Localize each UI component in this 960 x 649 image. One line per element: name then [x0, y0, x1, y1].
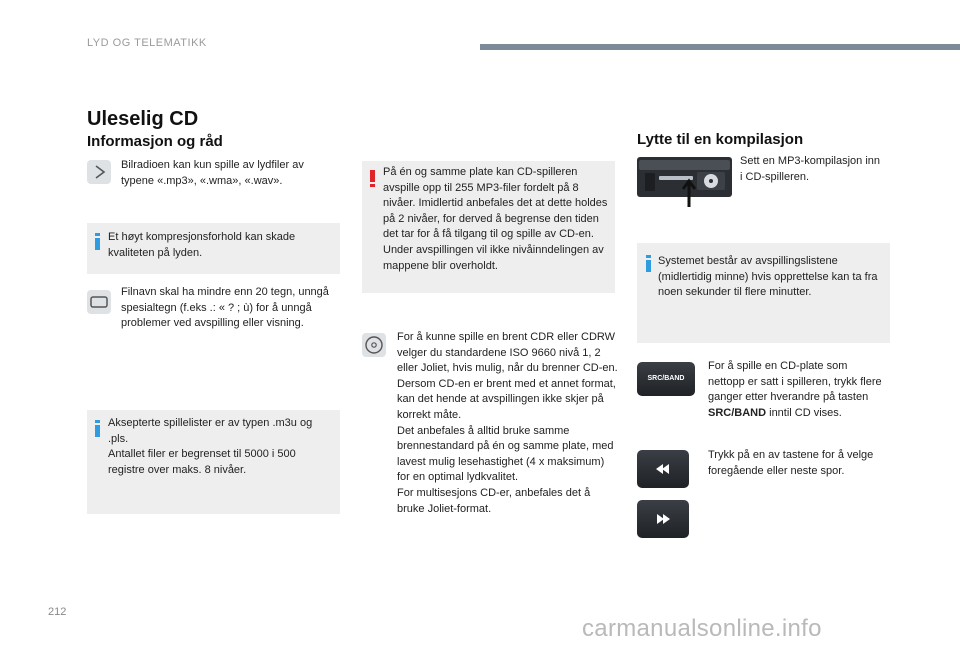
info-icon — [95, 233, 100, 250]
cd-format-p1: For å kunne spille en brent CDR eller CDRW velger du standardene ISO 9660 nivå 1, 2 eller Joliet, hvis mulig, når du brenner CD-en. — [397, 331, 618, 375]
warning-line-1: På én og samme plate kan CD-spilleren avspille opp til 255 MP3-filer fordelt på 8 nivåer. Imidlertid anbefales det at dette holdes på 2 nivåer, for derved å begrense den tiden det tar for å få tilgang til og spille av CD-en. — [383, 166, 608, 241]
src-text-pre: For å spille en CD-plate som nettopp er satt i spilleren, trykk flere ganger etter hverandre på tasten — [708, 360, 882, 404]
src-key-label: SRC/BAND — [708, 406, 767, 419]
info-box-compression — [87, 223, 340, 274]
display-icon — [87, 290, 111, 314]
warning-box — [362, 161, 615, 293]
info-icon — [95, 420, 100, 437]
info-box-system — [637, 243, 890, 343]
header-bar — [480, 44, 960, 50]
warning-line-2: Under avspillingen vil ikke nivåinndelingen av mappene blir overholdt. — [383, 243, 604, 272]
nav-text: Trykk på en av tastene for å velge foregående eller neste spor. — [708, 449, 874, 477]
cd-format-p2: Dersom CD-en er brent med et annet format, kan det hende at avspillingen ikke skjer på korrekt måte. — [397, 377, 616, 421]
cd-player-image — [637, 157, 732, 209]
src-band-button: SRC/BAND — [637, 362, 695, 396]
cd-format-text — [397, 330, 619, 517]
src-text-post: inntil CD vises. — [766, 406, 842, 419]
disc-icon — [362, 333, 386, 357]
next-track-button — [637, 500, 689, 538]
info-playlists-line-1: Aksepterte spillelister er av typen .m3u og .pls. — [108, 417, 313, 445]
play-text: Bilradioen kan kun spille av lydfiler av typene «.mp3», «.wma», «.wav». — [121, 159, 304, 187]
info-system-text: Systemet består av avspillingslistene (midlertidig minne) hvis opprettelse kan ta fra noen sekunder til flere minutter. — [658, 255, 878, 299]
warning-icon — [370, 170, 375, 187]
page-number: 212 — [48, 606, 67, 618]
info-box-playlists — [87, 410, 340, 514]
info-compression-text: Et høyt kompresjonsforhold kan skade kvaliteten på lyden. — [108, 231, 296, 259]
section-header: LYD OG TELEMATIKK — [87, 37, 207, 49]
filename-text: Filnavn skal ha mindre enn 20 tegn, unngå spesialtegn (f.eks .: « ? ; ù) for å unngå problemer ved avspilling eller visning. — [121, 286, 329, 330]
watermark: carmanualsonline.info — [582, 615, 822, 642]
right-heading: Lytte til en kompilasjon — [637, 131, 804, 148]
left-heading: Informasjon og råd — [87, 133, 223, 150]
warning-text — [383, 165, 611, 274]
cd-format-p4: For multisesjons CD-er, anbefales det å bruke Joliet-format. — [397, 486, 591, 515]
rewind-icon — [637, 450, 689, 488]
page-title: Uleselig CD — [87, 108, 199, 130]
info-playlists-line-2: Antallet filer er begrenset til 5000 i 500 registre over maks. 8 nivåer. — [108, 448, 296, 476]
info-icon — [646, 255, 651, 272]
src-text — [708, 359, 883, 421]
play-icon — [87, 160, 111, 184]
previous-track-button — [637, 450, 689, 488]
cd-format-p3: Det anbefales å alltid bruke samme brennestandard på én og samme plate, med lavest mulig lesehastighet (4 x maksimum) for en optimal lydkvalitet. — [397, 424, 614, 484]
info-playlists-text — [108, 416, 333, 478]
fast-forward-icon — [637, 500, 689, 538]
insert-text: Sett en MP3-kompilasjon inn i CD-spilleren. — [740, 155, 881, 183]
